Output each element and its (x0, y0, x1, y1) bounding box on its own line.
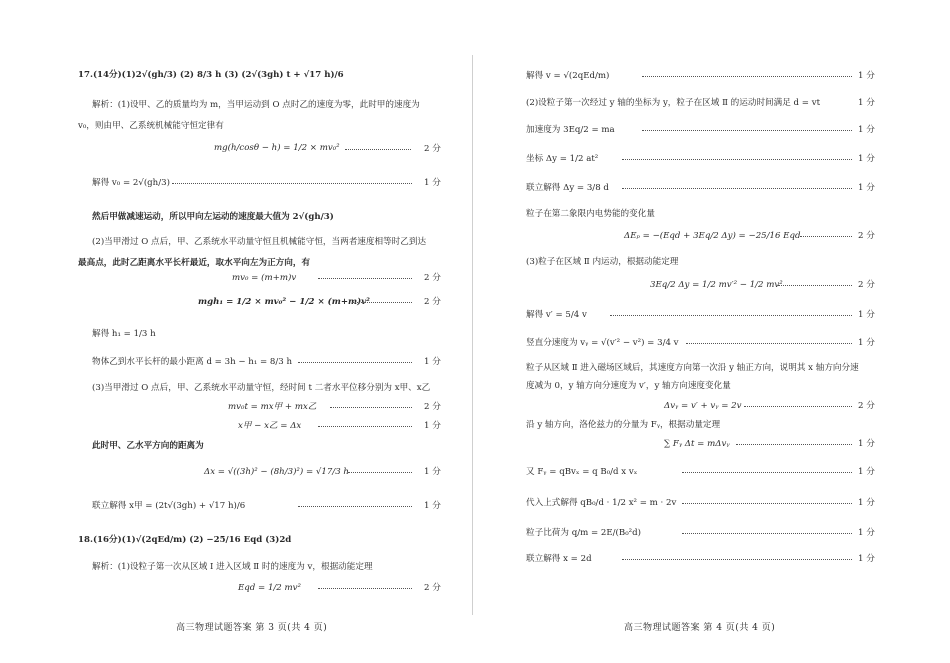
score: 1 分 (858, 183, 875, 193)
score: 2 分 (424, 583, 441, 593)
score: 1 分 (858, 338, 875, 348)
text-line: 粒子比荷为 q/m = 2E/(B₀²d) (526, 528, 641, 538)
text-line: 解得 v = √(2qEd/m) (526, 71, 610, 81)
text-line: 解得 v₀ = 2√(gh/3) (92, 178, 170, 188)
score-leader (298, 506, 412, 507)
text-line: 此时甲、乙水平方向的距离为 (92, 441, 204, 451)
score-leader (744, 406, 852, 407)
text-line: 联立解得 x甲 = (2t√(3gh) + √17 h)/6 (92, 501, 246, 511)
score-leader (800, 236, 852, 237)
page-divider (472, 55, 473, 615)
score-leader (642, 130, 852, 131)
score: 1 分 (858, 71, 875, 81)
text-line: 加速度为 3Eq/2 = ma (526, 125, 615, 135)
page-4 (474, 0, 950, 663)
equation: x甲 − x乙 = Δx (238, 421, 302, 431)
score: 1 分 (858, 310, 875, 320)
score-leader (682, 533, 852, 534)
text-line: 竖直分速度为 vᵧ = √(v′² − v²) = 3/4 v (526, 338, 679, 348)
text-line: 坐标 Δy = 1/2 at² (526, 154, 599, 164)
score: 1 分 (858, 154, 875, 164)
score-leader (172, 183, 412, 184)
equation: mv₀ = (m+m)v (232, 273, 297, 283)
score: 2 分 (858, 280, 875, 290)
text-line: v₀，则由甲、乙系统机械能守恒定律有 (78, 121, 224, 131)
text-line: 然后甲做减速运动，所以甲向左运动的速度最大值为 2√(gh/3) (92, 212, 334, 222)
text-line: 解析：(1)设粒子第一次从区域 Ⅰ 进入区域 Ⅱ 时的速度为 v，根据动能定理 (92, 562, 373, 572)
text-line: 度减为 0，y 轴方向分速度为 v′，y 轴方向速度变化量 (526, 381, 731, 391)
equation: 3Eq/2 Δy = 1/2 mv′² − 1/2 mv² (650, 280, 783, 290)
score: 1 分 (424, 178, 441, 188)
text-line: 代入上式解得 qB₀/d · 1/2 x² = m · 2v (526, 498, 677, 508)
score-leader (345, 149, 411, 150)
score: 1 分 (424, 467, 441, 477)
page-footer: 高三物理试题答案 第 3 页(共 4 页) (176, 623, 328, 633)
text-line: 物体乙到水平长杆的最小距离 d = 3h − h₁ = 8/3 h (92, 357, 293, 367)
score: 1 分 (858, 98, 875, 108)
score: 2 分 (858, 231, 875, 241)
text-line: 粒子从区域 Ⅱ 进入磁场区域后，其速度方向第一次沿 y 轴正方向，说明其 x 轴方向分速 (526, 363, 859, 373)
text-line: (3)粒子在区域 Ⅱ 内运动，根据动能定理 (526, 257, 679, 267)
score: 1 分 (424, 501, 441, 511)
score-leader (318, 588, 412, 589)
score-leader (686, 343, 852, 344)
score: 1 分 (858, 528, 875, 538)
page-footer: 高三物理试题答案 第 4 页(共 4 页) (624, 623, 776, 633)
equation: Δvᵧ = v′ + vᵧ = 2v (664, 401, 742, 411)
text-line: (3)当甲滑过 O 点后，甲、乙系统水平动量守恒，经时间 t 二者水平位移分别为 x甲、x乙 (92, 383, 431, 393)
equation: ∑ Fᵧ Δt = mΔvᵧ (664, 439, 730, 449)
text-line: (2)当甲滑过 O 点后，甲、乙系统水平动量守恒且机械能守恒，当两者速度相等时乙到达 (92, 237, 427, 247)
equation: mv₀t = mx甲 + mx乙 (228, 402, 317, 412)
text-line: (2)设粒子第一次经过 y 轴的坐标为 y，粒子在区域 Ⅱ 的运动时间满足 d = vt (526, 98, 821, 108)
score-leader (622, 559, 852, 560)
page-3 (0, 0, 470, 663)
score: 1 分 (858, 439, 875, 449)
score: 1 分 (424, 357, 441, 367)
text-line: 沿 y 轴方向，洛伦兹力的分量为 Fᵧ，根据动量定理 (526, 420, 721, 430)
score: 1 分 (858, 125, 875, 135)
text-line: 联立解得 Δy = 3/8 d (526, 183, 609, 193)
score-leader (352, 302, 412, 303)
score: 2 分 (424, 297, 441, 307)
equation: ΔEₚ = −(Eqd + 3Eq/2 Δy) = −25/16 Eqd (624, 231, 801, 241)
text-line: 粒子在第二象限内电势能的变化量 (526, 209, 655, 219)
score-leader (642, 76, 852, 77)
score-leader (318, 426, 412, 427)
equation: Eqd = 1/2 mv² (238, 583, 301, 593)
text-line: 解得 h₁ = 1/3 h (92, 329, 156, 339)
text-line: 又 Fᵧ = qBvₓ = q B₀/d x vₓ (526, 467, 638, 477)
text-line: 联立解得 x = 2d (526, 554, 592, 564)
equation: mgh₁ = 1/2 × mv₀² − 1/2 × (m+m)v² (198, 297, 370, 307)
q18-answer-summary: 18.(16分)(1)√(2qEd/m) (2) −25/16 Eqd (3)2d (78, 535, 292, 545)
score-leader (298, 362, 412, 363)
score: 1 分 (858, 467, 875, 477)
score: 2 分 (858, 401, 875, 411)
equation: mg(h/cosθ − h) = 1/2 × mv₀² (214, 143, 340, 153)
q17-answer-summary: 17.(14分)(1)2√(gh/3) (2) 8/3 h (3) (2√(3gh) t + √17 h)/6 (78, 70, 344, 80)
text-line: 解析：(1)设甲、乙的质量均为 m，当甲运动到 O 点时乙的速度为零，此时甲的速度为 (92, 100, 420, 110)
score: 1 分 (424, 421, 441, 431)
score: 2 分 (424, 402, 441, 412)
score-leader (318, 278, 412, 279)
score: 1 分 (858, 498, 875, 508)
score: 2 分 (424, 273, 441, 283)
score-leader (348, 472, 412, 473)
score: 1 分 (858, 554, 875, 564)
score-leader (778, 285, 852, 286)
score-leader (622, 188, 852, 189)
score-leader (736, 444, 852, 445)
score-leader (682, 503, 852, 504)
text-line: 解得 v′ = 5/4 v (526, 310, 587, 320)
score-leader (622, 159, 852, 160)
score-leader (682, 472, 852, 473)
text-line: 最高点，此时乙距离水平长杆最近，取水平向左为正方向，有 (78, 258, 311, 268)
score-leader (610, 315, 852, 316)
score-leader (330, 407, 412, 408)
score: 2 分 (424, 144, 441, 154)
equation: Δx = √((3h)² − (8h/3)²) = √17/3 h (204, 467, 349, 477)
